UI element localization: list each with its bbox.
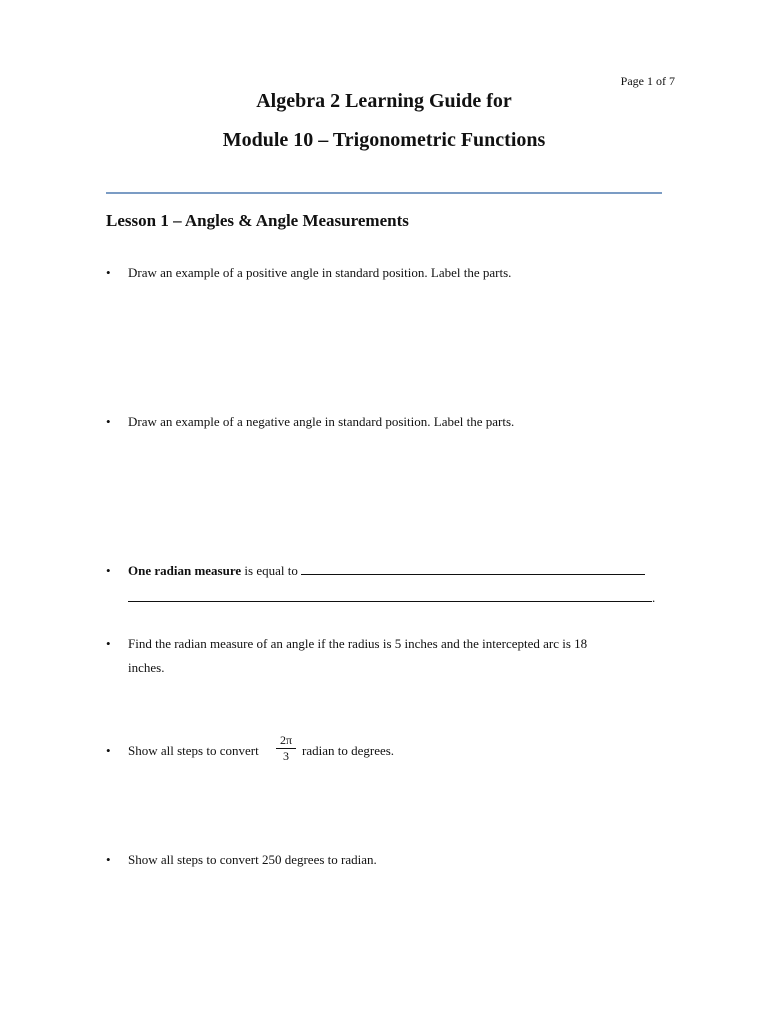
- item-text: Draw an example of a positive angle in standard position. Label the parts.: [128, 265, 512, 280]
- radian-def-text: is equal to: [241, 563, 302, 578]
- bullet-icon: •: [106, 743, 111, 758]
- find-radian-continuation: inches.: [128, 660, 165, 675]
- item-text: Draw an example of a negative angle in standard position. Label the parts.: [128, 414, 515, 429]
- answer-blank[interactable]: [128, 600, 652, 602]
- answer-blank[interactable]: [301, 573, 645, 575]
- bullet-icon: •: [106, 563, 111, 578]
- bullet-icon: •: [106, 265, 111, 280]
- radian-definition-continuation: [128, 590, 655, 606]
- item-text: [128, 562, 645, 579]
- guide-title: Algebra 2 Learning Guide for: [256, 90, 512, 112]
- bullet-icon: •: [106, 852, 111, 867]
- fraction-two-pi-over-three: [276, 733, 296, 763]
- item-text: Find the radian measure of an angle if the radius is 5 inches and the intercepted arc is 18: [128, 636, 588, 651]
- bullet-icon: •: [106, 636, 111, 651]
- item-text-post: radian to degrees.: [302, 743, 395, 758]
- fraction-numerator: 2π: [276, 733, 296, 749]
- module-title: Module 10 – Trigonometric Functions: [222, 129, 546, 151]
- item-text-pre: Show all steps to convert: [128, 743, 259, 758]
- period: .: [652, 590, 656, 605]
- title-divider: [106, 192, 662, 194]
- fraction-denominator: 3: [283, 749, 289, 763]
- bullet-icon: •: [106, 414, 111, 429]
- item-text: Show all steps to convert 250 degrees to radian.: [128, 852, 377, 867]
- lesson-heading: Lesson 1 – Angles & Angle Measurements: [106, 211, 409, 230]
- radian-term: One radian measure: [128, 563, 242, 578]
- page-number: Page 1 of 7: [620, 74, 675, 88]
